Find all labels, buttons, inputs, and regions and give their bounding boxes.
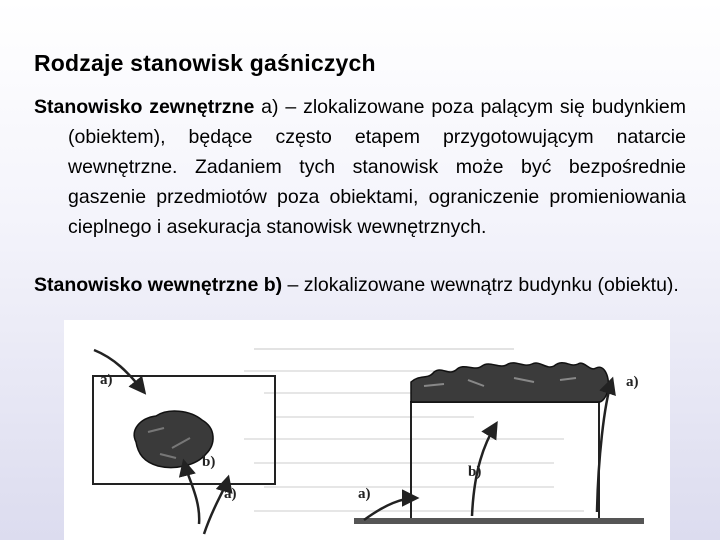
left-label-a-bottom: a)	[224, 486, 237, 502]
right-diagram	[354, 363, 644, 524]
paragraph-body: a) – zlokalizowane poza palącym się budynkiem (obiektem), będące często etapem przygotowującym natarcie wewnętrzne. Zadaniem tych stanowisk może być bezpośrednie gaszenie przedmiotów poza obiektami, ograniczenie promieniowania cieplnego i asekuracja stanowisk wewnętrznych.	[68, 96, 686, 238]
fire-smoke-shape	[411, 363, 608, 402]
slide-title: Rodzaje stanowisk gaśniczych	[34, 50, 376, 76]
right-label-b: b)	[468, 464, 482, 480]
right-label-a-top: a)	[626, 374, 639, 390]
paragraph-internal-position	[34, 270, 686, 320]
paragraph-lead: Stanowisko wewnętrzne b)	[34, 274, 283, 296]
left-label-b: b)	[202, 454, 216, 470]
firefighting-positions-figure	[64, 320, 670, 540]
figure-drawing	[64, 320, 670, 540]
right-label-a-bottom: a)	[358, 486, 371, 502]
arrow-b-inside	[184, 462, 199, 524]
left-label-a-top: a)	[100, 372, 113, 388]
arrow-a-ground	[364, 498, 416, 520]
left-diagram	[93, 350, 275, 534]
building-outline	[411, 402, 599, 520]
paragraph-lead: Stanowisko zewnętrzne	[34, 96, 255, 118]
ground-strip	[354, 518, 644, 524]
paragraph-external-position	[34, 92, 686, 242]
paragraph-body: – zlokalizowane wewnątrz budynku (obiektu).	[282, 274, 679, 296]
